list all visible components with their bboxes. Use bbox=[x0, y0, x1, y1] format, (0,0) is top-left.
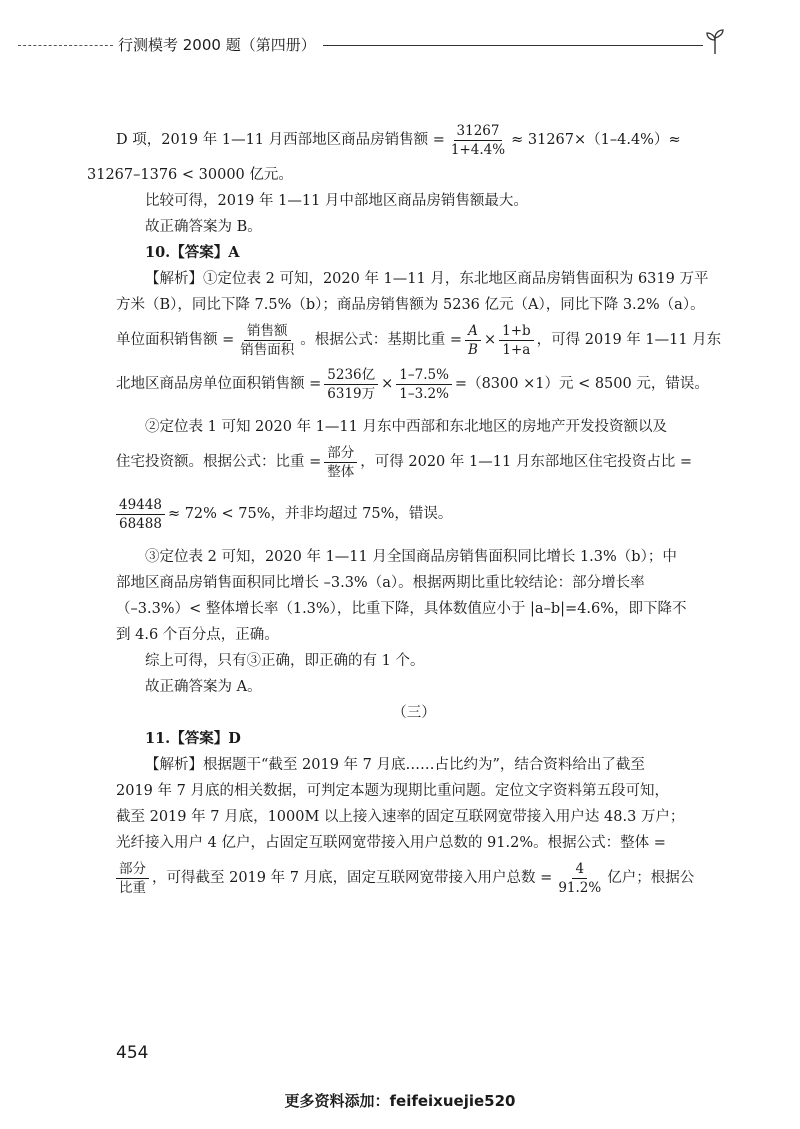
line-2: 31267–1376 < 30000 亿元。 bbox=[87, 167, 293, 183]
fraction: $\frac{1+b}{1+a}$ bbox=[499, 322, 534, 359]
line-9: 北地区商品房单位面积销售额 = $\frac{\text{5236亿}}{\text{6319万}}$ × $\frac{1-7.5\%}{1-3.2\%}$ =（8300 ×1）元 < 8500 元，错误。 bbox=[116, 366, 709, 402]
section-heading: （三） bbox=[392, 705, 436, 721]
line-6: 【解析】①定位表 2 可知，2020 年 1—11 月，东北地区商品房销售面积为 6319 万平 bbox=[145, 271, 709, 287]
header-title: 行测模考 2000 题（第四册） bbox=[118, 36, 316, 54]
header-rule bbox=[323, 45, 703, 46]
line-14: 部地区商品房销售面积同比增长 –3.3%（a）。根据两期比重比较结论：部分增长率 bbox=[116, 575, 645, 591]
line-10: ②定位表 1 可知 2020 年 1—11 月东中西部和东北地区的房地产开发投资额以及 bbox=[145, 419, 667, 435]
line-4: 故正确答案为 B。 bbox=[145, 219, 262, 235]
line-18: 故正确答案为 A。 bbox=[145, 679, 262, 695]
line-17: 综上可得，只有③正确，即正确的有 1 个。 bbox=[145, 653, 425, 669]
header-dashed-rule bbox=[18, 45, 113, 46]
sprout-icon bbox=[701, 28, 729, 56]
page-number: 454 bbox=[116, 1043, 149, 1063]
line-15: （–3.3%）< 整体增长率（1.3%），比重下降，具体数值应小于 |a–b|=4.6%，即下降不 bbox=[116, 601, 687, 617]
line-20: 【解析】根据题干“截至 2019 年 7 月底……占比约为”，结合资料给出了截至 bbox=[145, 757, 645, 773]
line-16: 到 4.6 个百分点，正确。 bbox=[116, 627, 279, 643]
fraction: $\frac{\text{部分}}{\text{比重}}$ bbox=[116, 860, 149, 897]
fraction: $\frac{4}{91.2\%}$ bbox=[558, 860, 602, 896]
line-23: 光纤接入用户 4 亿户，占固定互联网宽带接入用户总数的 91.2%。根据公式：整体 = bbox=[116, 835, 666, 851]
line-22: 截至 2019 年 7 月底，1000M 以上接入速率的固定互联网宽带接入用户达 48.3 万户； bbox=[116, 809, 685, 825]
fraction: $\frac{49448}{68488}$ bbox=[116, 496, 165, 533]
line-21: 2019 年 7 月底的相关数据，可判定本题为现期比重问题。定位文字资料第五段可知， bbox=[116, 783, 669, 799]
line-8: 单位面积销售额 = $\frac{\text{销售额}}{\text{销售面积}}$ 。根据公式：基期比重 = $\frac{A}{B}$ × $\frac{1+b}{1+a}$ ，可得 2019 年 1—11 月东 bbox=[116, 322, 722, 358]
line-11: 住宅投资额。根据公式：比重 = $\frac{\text{部分}}{\text{整体}}$ ，可得 2020 年 1—11 月东部地区住宅投资占比 = bbox=[116, 444, 693, 480]
line-24: $\frac{\text{部分}}{\text{比重}}$ ，可得截至 2019 年 7 月底，固定互联网宽带接入用户总数 = $\frac{4}{91.2\%}$ 亿户；根据公 bbox=[116, 856, 712, 900]
line-12: $\frac{49448}{68488}$ ≈ 72% < 75%，并非均超过 75%，错误。 bbox=[116, 492, 712, 536]
fraction: $\frac{\text{销售额}}{\text{销售面积}}$ bbox=[240, 322, 295, 358]
running-header bbox=[18, 32, 718, 56]
fraction: $\frac{31267}{1+4.4\%}$ bbox=[450, 122, 506, 158]
line-3: 比较可得，2019 年 1—11 月中部地区商品房销售额最大。 bbox=[145, 193, 528, 209]
fraction: $\frac{\text{5236亿}}{\text{6319万}}$ bbox=[324, 366, 378, 403]
fraction: $\frac{1-7.5\%}{1-3.2\%}$ bbox=[396, 366, 452, 403]
line-13: ③定位表 2 可知，2020 年 1—11 月全国商品房销售面积同比增长 1.3%（b）；中 bbox=[145, 549, 677, 565]
line-7: 方米（B），同比下降 7.5%（b）；商品房销售额为 5236 亿元（A），同比下降 3.2%（a）。 bbox=[116, 297, 705, 313]
fraction: $\frac{A}{B}$ bbox=[465, 322, 481, 359]
line-1: D 项，2019 年 1—11 月西部地区商品房销售额 = $\frac{31267}{1+4.4\%}$ ≈ 31267×（1–4.4%）≈ bbox=[116, 122, 681, 158]
answer-text bbox=[87, 118, 722, 900]
answer-heading-11: 11.【答案】D bbox=[145, 730, 241, 747]
fraction: $\frac{\text{部分}}{\text{整体}}$ bbox=[324, 444, 357, 481]
footer-note: 更多资料添加：feifeixuejie520 bbox=[284, 1092, 516, 1110]
answer-heading-10: 10.【答案】A bbox=[145, 244, 240, 261]
